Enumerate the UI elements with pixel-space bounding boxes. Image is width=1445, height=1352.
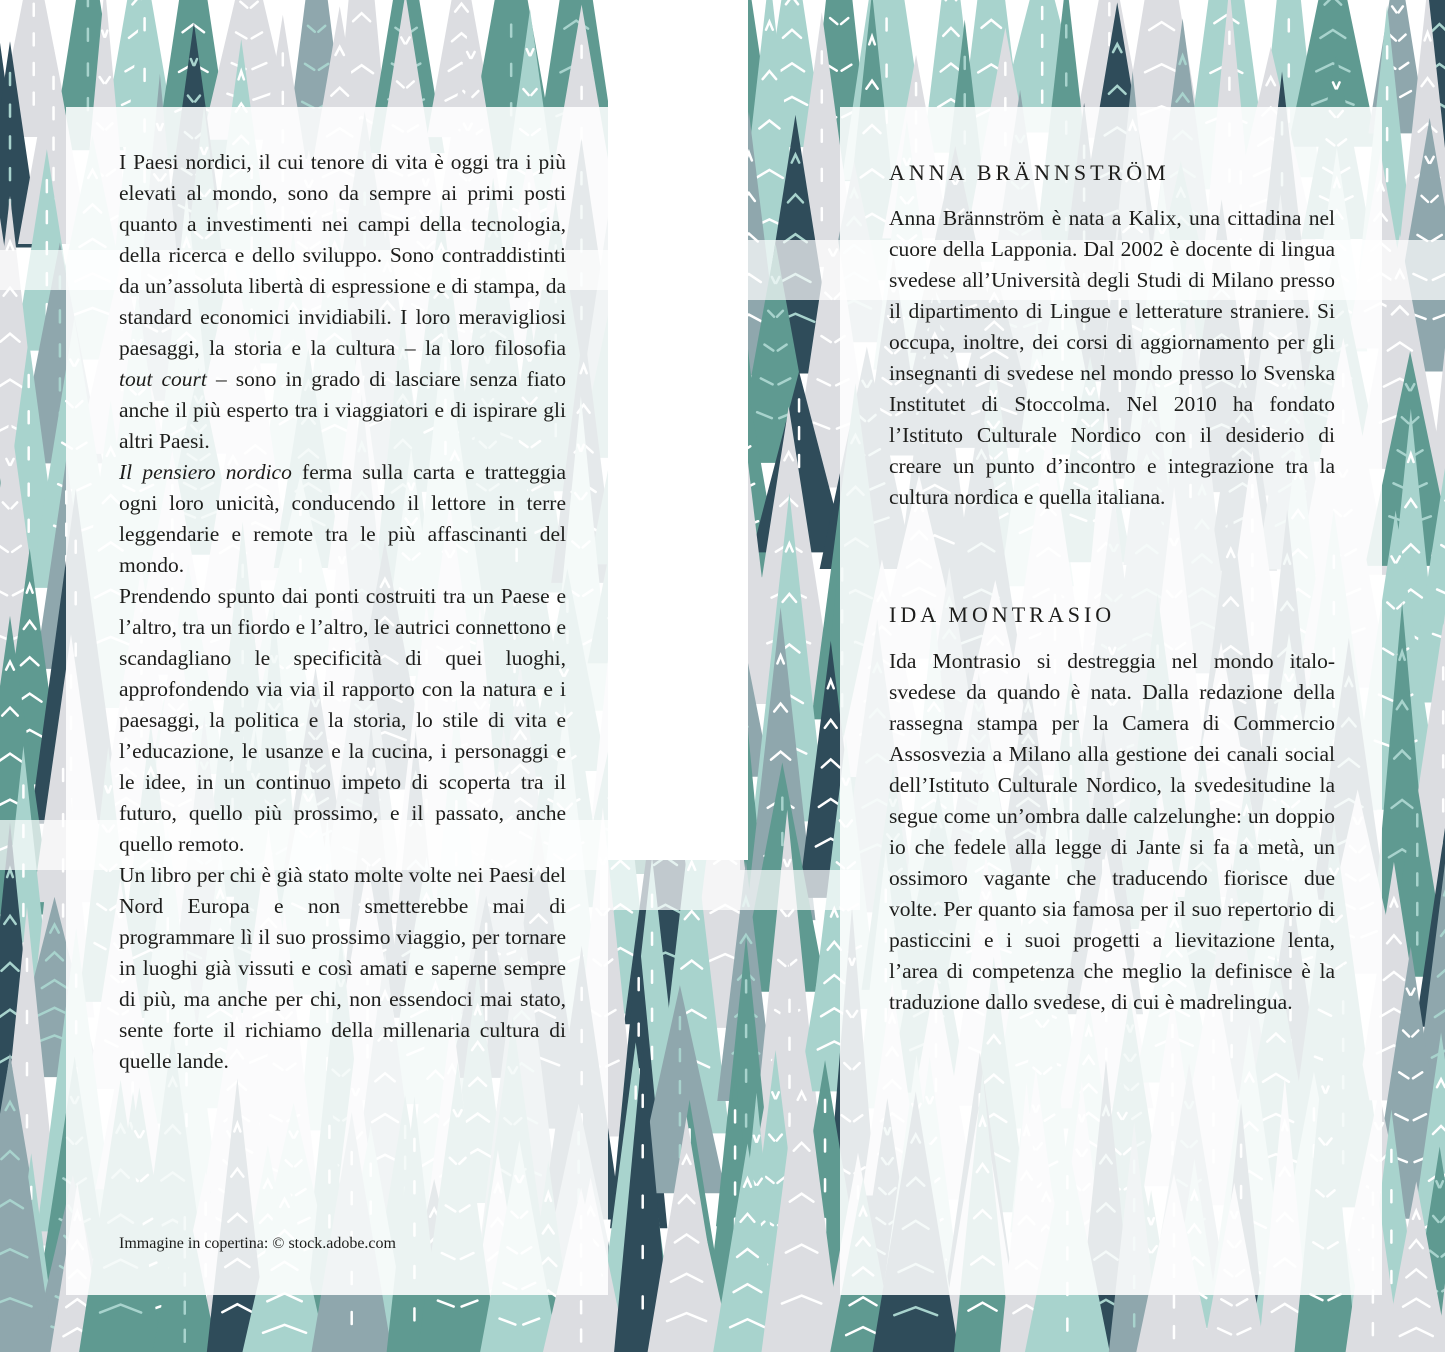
text-segment-italic: tout court [119, 367, 207, 391]
brush-stroke [600, 870, 860, 910]
cover-image-credit: Immagine in copertina: © stock.adobe.com [119, 1235, 396, 1252]
text-segment: I Paesi nordici, il cui tenore di vita è oggi tra i più elevati al mondo, sono da sempre ai primi posti quanto a investimenti nei campi della tecnologia, della ricerca e dello sviluppo. Sono contraddistinti da un’assoluta libertà di espressione e di stampa, da standard economici invidiabili. I loro meravigliosi paesaggi, la storia e la cultura – la loro filosofia [119, 150, 566, 360]
text-segment: Prendendo spunto dai ponti costruiti tra un Paese e l’altro, tra un fiordo e l’altro, le autrici connettono e scandagliano le specificità di quei luoghi, approfondendo via via il rapporto con la natura e i paesaggi, la politica e la storia, lo stile di vita e l’educazione, le usanze e la cucina, i personaggi e le idee, in un continuo impeto di scoperta tra il futuro, quello più prossimo, e il passato, anche quello remoto. [119, 584, 566, 856]
author-name-ida: IDA MONTRASIO [889, 602, 1116, 627]
book-description [119, 147, 566, 1077]
text-segment: ferma sulla carta e tratteggia ogni loro unicità, conducendo il lettore in terre leggendarie e remote tra le più affascinanti del mondo. [119, 460, 566, 577]
author-bio-ida: Ida Montrasio si destreggia nel mondo italo-svedese da quando è nata. Dalla redazione della rassegna stampa per la Camera di Commercio Assosvezia a Milano alla gestione dei canali social dell’Istituto Culturale Nordico, la svedesitudine la segue come un’ombra dalle calzelunghe: un doppio io che fedele alla legge di Jante si fa a metà, un ossimoro vagante che traducendo fiorisce due volte. Per quanto sia famosa per il suo repertorio di pasticcini e i suoi progetti a lievitazione lenta, l’area di competenza che meglio la definisce è la traduzione dallo svedese, di cui è madrelingua. [889, 649, 1335, 1014]
book-title-italic: Il pensiero nordico [119, 460, 292, 484]
description-paragraph [119, 581, 566, 860]
author-name-anna: ANNA BRÄNNSTRÖM [889, 160, 1170, 185]
text-segment: – sono in grado di lasciare senza fiato anche il più esperto tra i viaggiatori e di ispirare gli altri Paesi. [119, 367, 566, 453]
author-bio-anna: Anna Brännström è nata a Kalix, una cittadina nel cuore della Lapponia. Dal 2002 è docente di lingua svedese all’Università degli Studi di Milano presso il dipartimento di Lingue e letterature straniere. Si occupa, inoltre, dei corsi di aggiornamento per gli insegnanti di svedese nel mondo presso lo Svenska Institutet di Stoccolma. Nel 2010 ha fondato l’Istituto Culturale Nordico con il desiderio di creare un punto d’incontro e integrazione tra la cultura nordica e quella italiana. [889, 206, 1335, 509]
description-paragraph [119, 147, 566, 457]
description-paragraph [119, 860, 566, 1077]
gutter-band [608, 0, 748, 860]
text-segment: Un libro per chi è già stato molte volte nei Paesi del Nord Europa e non smetterebbe mai di programmare lì il suo prossimo viaggio, per tornare in luoghi già vissuti e così amati e saperne sempre di più, ma anche per chi, non essendoci mai stato, sente forte il richiamo della millenaria cultura di quelle lande. [119, 863, 566, 1073]
description-paragraph [119, 457, 566, 581]
